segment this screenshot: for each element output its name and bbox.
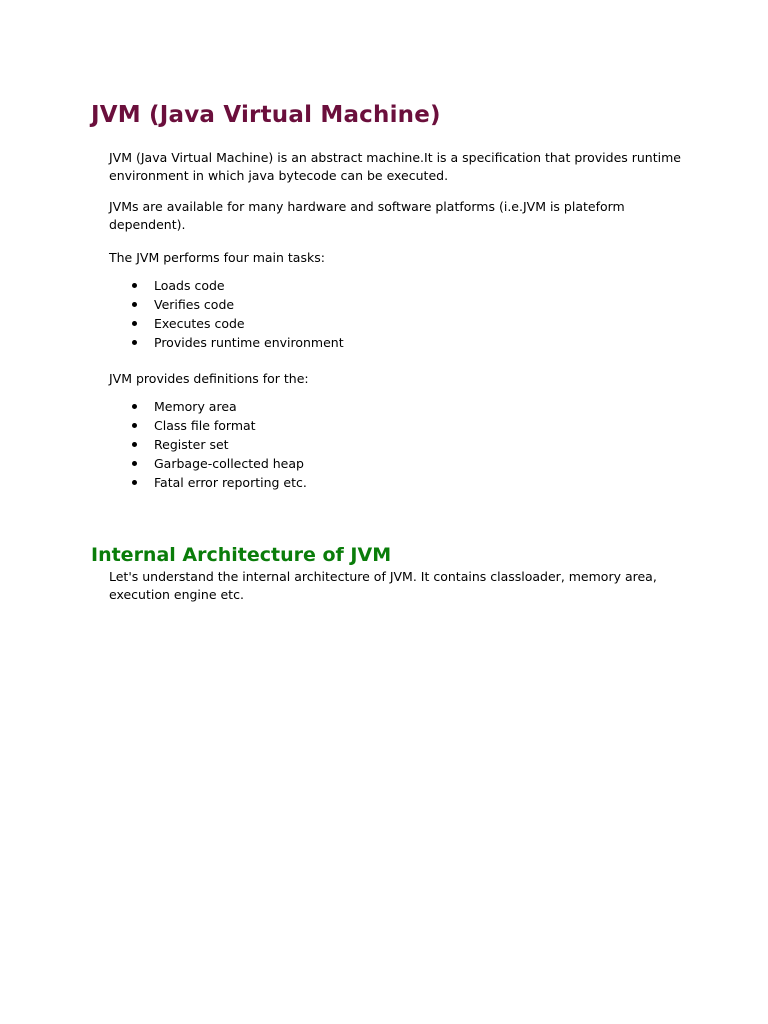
list-item-text: Fatal error reporting etc. bbox=[154, 475, 307, 490]
architecture-paragraph: Let's understand the internal architecture of JVM. It contains classloader, memory area, execution engine etc. bbox=[109, 569, 657, 602]
list-item-text: Loads code bbox=[154, 278, 225, 293]
availability-paragraph: JVMs are available for many hardware and software platforms (i.e.JVM is plateform dependent). bbox=[109, 199, 625, 232]
list-item bbox=[109, 295, 344, 314]
tasks-lead: The JVM performs four main tasks: bbox=[109, 250, 325, 265]
list-item bbox=[109, 314, 344, 333]
definitions-list bbox=[109, 397, 307, 492]
list-item-text: Class file format bbox=[154, 418, 256, 433]
list-item-text: Executes code bbox=[154, 316, 245, 331]
section-heading: Internal Architecture of JVM bbox=[91, 544, 392, 566]
list-item bbox=[109, 473, 307, 492]
list-item bbox=[109, 454, 307, 473]
tasks-list bbox=[109, 276, 344, 352]
list-item bbox=[109, 333, 344, 352]
bullet-icon bbox=[132, 283, 137, 288]
list-item-text: Provides runtime environment bbox=[154, 335, 344, 350]
list-item-text: Memory area bbox=[154, 399, 237, 414]
bullet-icon bbox=[132, 340, 137, 345]
list-item bbox=[109, 435, 307, 454]
list-item bbox=[109, 276, 344, 295]
list-item-text: Register set bbox=[154, 437, 229, 452]
list-item-text: Verifies code bbox=[154, 297, 235, 312]
bullet-icon bbox=[132, 461, 137, 466]
list-item bbox=[109, 416, 307, 435]
list-item-text: Garbage-collected heap bbox=[154, 456, 304, 471]
bullet-icon bbox=[132, 302, 137, 307]
bullet-icon bbox=[132, 321, 137, 326]
page-title: JVM (Java Virtual Machine) bbox=[91, 102, 441, 128]
list-item bbox=[109, 397, 307, 416]
bullet-icon bbox=[132, 480, 137, 485]
bullet-icon bbox=[132, 442, 137, 447]
definitions-lead: JVM provides definitions for the: bbox=[109, 371, 309, 386]
bullet-icon bbox=[132, 404, 137, 409]
intro-paragraph: JVM (Java Virtual Machine) is an abstract machine.It is a specification that provides runtime environment in which java bytecode can be executed. bbox=[109, 150, 681, 183]
bullet-icon bbox=[132, 423, 137, 428]
